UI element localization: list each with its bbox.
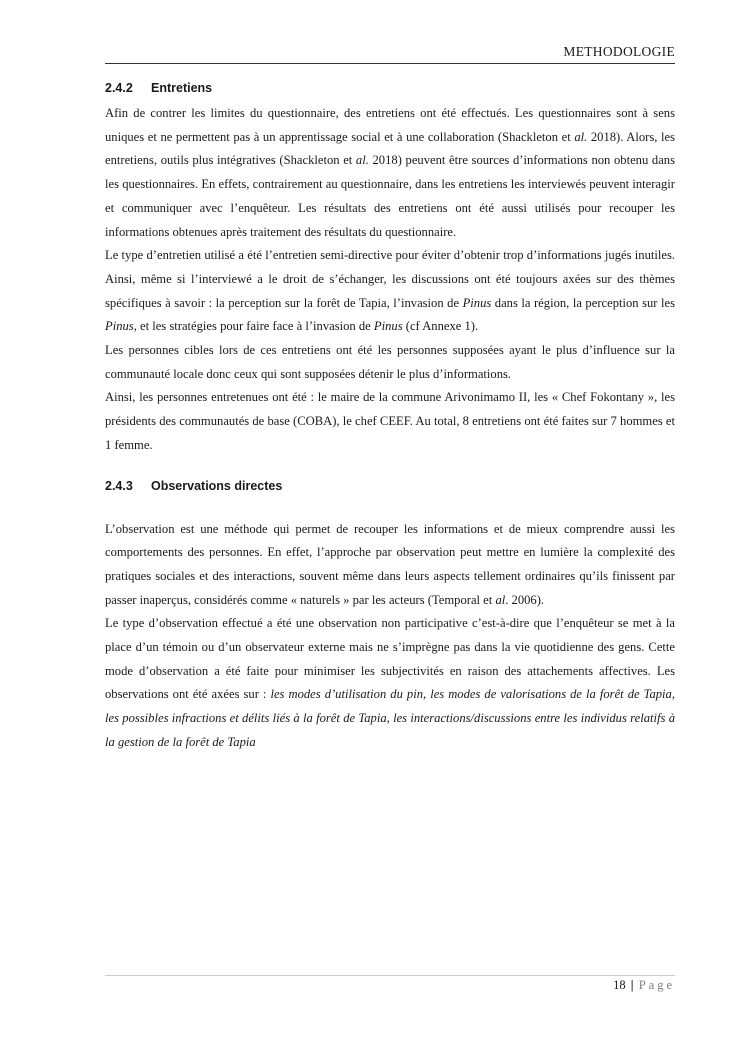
section-number: 2.4.3 bbox=[105, 478, 133, 493]
page-label: Page bbox=[638, 978, 675, 992]
section-heading-observations bbox=[105, 476, 675, 496]
page-content bbox=[105, 78, 675, 755]
section-heading-entretiens bbox=[105, 78, 675, 98]
page-number: 18 bbox=[613, 978, 626, 992]
section-title: Observations directes bbox=[151, 478, 283, 493]
header-title: METHODOLOGIE bbox=[563, 44, 675, 59]
paragraph: Ainsi, les personnes entretenues ont été : le maire de la commune Arivonimamo II, les « Chef Fokontany », les présidents des communautés de base (COBA), le chef CEEF. Au total, 8 entretiens ont été faites sur 7 hommes et 1 femme. bbox=[105, 390, 675, 452]
page-footer bbox=[520, 978, 675, 993]
paragraph: Le type d’entretien utilisé a été l’entretien semi-directive pour éviter d’obtenir trop d’informations jugés inutiles. Ainsi, même si l’interviewé a le droit de s’échanger, les discussions ont été toujours axées sur des thèmes spécifiques à savoir : la perception sur la forêt de Tapia, l’invasion de Pinus dans la région, la perception sur les Pinus, et les stratégies pour faire face à l’invasion de Pinus (cf Annexe 1). bbox=[105, 248, 675, 334]
paragraph: L’observation est une méthode qui permet de recouper les informations et de mieux comprendre aussi les comportements des personnes. En effet, l’approche par observation peut mettre en lumière la complexité des pratiques sociales et des interactions, souvent même dans leurs aspects tellement ordinaires qu’ils finissent par passer inaperçus, considérés comme « naturels » par les acteurs (Temporal et al. 2006). bbox=[105, 521, 675, 607]
footer-separator: | bbox=[630, 978, 634, 992]
section-title: Entretiens bbox=[151, 81, 213, 95]
section-number: 2.4.2 bbox=[105, 81, 133, 95]
paragraph: Afin de contrer les limites du questionnaire, des entretiens ont été effectués. Les questionnaires sont à sens uniques et ne permettent pas à un apprentissage social et à une collaboration (Shackleton et al. 2018). Alors, les entretiens, outils plus intégratives (Shackleton et al. 2018) peuvent être sources d’informations non obtenu dans les questionnaires. En effets, contrairement au questionnaire, dans les entretiens les interviewés peuvent interagir et communiquer avec l’enquêteur. Les résultats des entretiens ont été aussi utilisés pour recouper les informations obtenues après traitement des résultats du questionnaire. bbox=[105, 106, 675, 239]
running-header bbox=[105, 44, 675, 64]
paragraph: Le type d’observation effectué a été une observation non participative c’est-à-dire que l’enquêteur se met à la place d’un témoin ou d’un observateur externe mais ne s’imprègne pas dans la vie quotidienne des gens. Cette mode d’observation a été faite pour minimiser les subjectivités en raison des attachements affectives. Les observations ont été axées sur : les modes d’utilisation du pin, les modes de valorisations de la forêt de Tapia, les possibles infractions et délits liés à la forêt de Tapia, les interactions/discussions entre les individus relatifs à la gestion de la forêt de Tapia bbox=[105, 616, 675, 749]
paragraph: Les personnes cibles lors de ces entretiens ont été les personnes supposées ayant le plus d’influence sur la communauté locale donc ceux qui sont supposées détenir le plus d’informations. bbox=[105, 343, 675, 381]
footer-rule bbox=[105, 975, 675, 976]
